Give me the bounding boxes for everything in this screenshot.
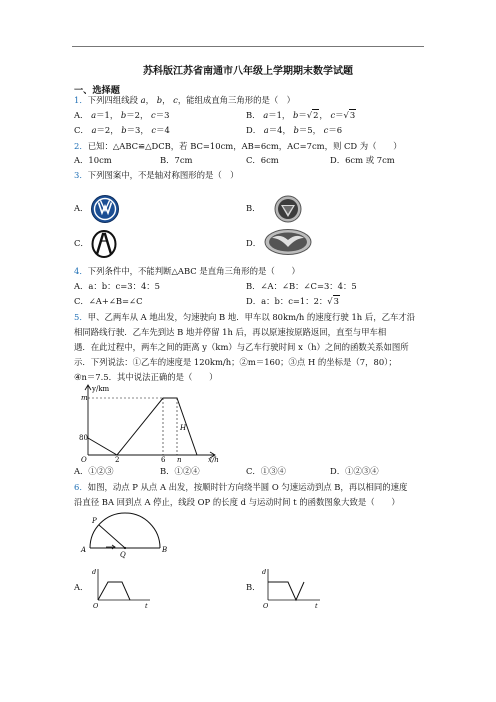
- question-6-line-2: 沿直径 BA 回到点 A 停止，线段 OP 的长度 d 与运动时间 t 的函数图象大致是（ ）: [74, 497, 400, 507]
- question-5-line-3: 遇．在此过程中，两车之间的距离 y（km）与乙车行驶时间 x（h）之间的函数关系如图所: [74, 342, 409, 352]
- question-5-line-1: [74, 312, 415, 323]
- value: 6: [336, 125, 343, 135]
- distance-time-graph: [80, 384, 220, 462]
- segment-op: [99, 525, 125, 548]
- option-3a: A．: [74, 203, 89, 213]
- option-2d: D．6cm 或 7cm: [330, 155, 395, 165]
- option-2c: C．6cm: [246, 155, 279, 165]
- question-2-stem: [74, 141, 402, 152]
- question-6-line-1: [74, 482, 407, 493]
- question-number: 1．: [74, 95, 88, 105]
- point-h-label: H: [180, 424, 187, 432]
- option-6a-graph: [88, 566, 154, 610]
- value: 5: [307, 125, 313, 135]
- question-4-stem: [74, 266, 300, 277]
- section-heading: 一、选择题: [74, 85, 120, 96]
- stem-text: 下列条件中，不能判断△ABC 是直角三角形的是（ ）: [87, 266, 300, 276]
- question-number: 2．: [74, 141, 88, 151]
- stem-text: ，能组成直角三角形的是（ ）: [177, 95, 296, 105]
- question-number: 6．: [74, 482, 88, 492]
- faw-logo-icon: [263, 228, 313, 256]
- option-2b: B．7cm: [160, 155, 193, 165]
- option-6b-graph: [258, 566, 324, 610]
- y-axis-label: y/km: [92, 385, 110, 393]
- option-4c: C．∠A+∠B=∠C: [74, 296, 143, 306]
- option-4d: D．a：b：c=1：2：√3: [246, 296, 339, 306]
- stem-text: 已知：△ABC≌△DCB，若 BC=10cm，AB=6cm，AC=7cm，则 CD 为（ ）: [87, 141, 402, 151]
- question-5-line-4: 示．下列说法：①乙车的速度是 120km/h；②m＝160；③点 H 的坐标是（7，80）；: [74, 357, 397, 367]
- d-axis-label: d: [262, 568, 267, 576]
- option-3b: B．: [246, 203, 261, 213]
- option-1b: B． a＝1， b＝√2， c＝√3: [246, 110, 356, 120]
- question-number: 5．: [74, 312, 88, 322]
- option-label: C．: [74, 125, 89, 135]
- var-c: c: [173, 95, 178, 105]
- radicand: 2: [313, 110, 319, 120]
- question-3-stem: [74, 170, 238, 181]
- option-label: D．: [246, 125, 262, 135]
- question-number: 4．: [74, 266, 88, 276]
- option-2a: A．10cm: [74, 155, 112, 165]
- value: 4: [164, 125, 170, 135]
- stem-text: 如图，动点 P 从点 A 出发，按顺时针方向绕半圆 O 匀速运动到点 B，再以相同的速度: [87, 482, 408, 492]
- stem-text: 下列图案中，不是轴对称图形的是（ ）: [87, 170, 239, 180]
- question-1-stem: 1．下列四组线段 a， b， c，能组成直角三角形的是（ ）: [74, 95, 296, 105]
- option-6b: B．: [246, 582, 261, 592]
- point-a-label: A: [81, 546, 87, 554]
- radicand: 3: [349, 110, 356, 120]
- question-5-line-5: ④n＝7.5．其中说法正确的是（ ）: [74, 372, 218, 382]
- value: 2: [104, 125, 111, 135]
- option-5d: D．①②③④: [330, 466, 379, 476]
- x6-label: 6: [161, 456, 166, 464]
- semicircle-arc: [90, 513, 160, 548]
- option-5a: A．①②③: [74, 466, 114, 476]
- option-5c: C．①③④: [246, 466, 286, 476]
- semicircle-figure: [80, 510, 170, 558]
- t-axis-label: t: [145, 602, 148, 610]
- acura-logo-icon: [90, 229, 118, 259]
- option-1c: C． a＝2， b＝3， c＝4: [74, 125, 170, 135]
- option-1d: D． a＝4， b＝5， c＝6: [246, 125, 343, 135]
- option-label: A．: [74, 110, 89, 120]
- y80-label: 80: [79, 434, 88, 442]
- origin-label: O: [263, 602, 269, 610]
- m-label: m: [81, 394, 88, 402]
- option-label: B．: [246, 110, 261, 120]
- origin-label: O: [81, 456, 87, 464]
- origin-label: O: [93, 602, 99, 610]
- value: 4: [277, 125, 283, 135]
- point-p-label: P: [92, 517, 97, 525]
- volkswagen-logo-icon: [90, 194, 120, 224]
- value: 3: [164, 110, 170, 120]
- value: 2: [134, 110, 140, 120]
- xn-label: n: [177, 456, 182, 464]
- option-3d: D．: [246, 238, 262, 248]
- option-6a: A．: [74, 582, 89, 592]
- question-number: 3．: [74, 170, 88, 180]
- page-title: 苏科版江苏省南通市八年级上学期期末数学试题: [143, 66, 353, 77]
- x2-label: 2: [115, 456, 120, 464]
- option-3c: C．: [74, 238, 89, 248]
- value: 1: [276, 110, 282, 120]
- point-b-label: B: [162, 546, 168, 554]
- buick-logo-icon: [271, 195, 305, 223]
- center-o: [124, 547, 126, 549]
- header-rule: [72, 46, 424, 47]
- x-axis-label: x/h: [208, 456, 219, 464]
- radicand: 3: [333, 296, 339, 306]
- var-b: b: [156, 95, 163, 105]
- t-axis-label: t: [315, 602, 318, 610]
- value: 3: [134, 125, 141, 135]
- value: 1: [104, 110, 110, 120]
- stem-text: 甲、乙两车从 A 地出发，匀速驶向 B 地．甲车以 80km/h 的速度行驶 1h 后，乙车才沿: [87, 312, 416, 322]
- stem-text: 下列四组线段: [87, 95, 138, 105]
- option-4a: A．a：b：c=3：4：5: [74, 281, 160, 291]
- point-q-label: Q: [120, 551, 126, 559]
- option-1a: A． a＝1， b＝2， c＝3: [74, 110, 170, 120]
- d-axis-label: d: [92, 568, 97, 576]
- question-5-line-2: 相同路线行驶．乙车先到达 B 地并停留 1h 后，再以原速按原路返回，直至与甲车相: [74, 327, 387, 337]
- option-4b: B．∠A：∠B：∠C=3：4：5: [246, 281, 357, 291]
- var-a: a: [140, 95, 146, 105]
- option-5b: B．①②④: [160, 466, 200, 476]
